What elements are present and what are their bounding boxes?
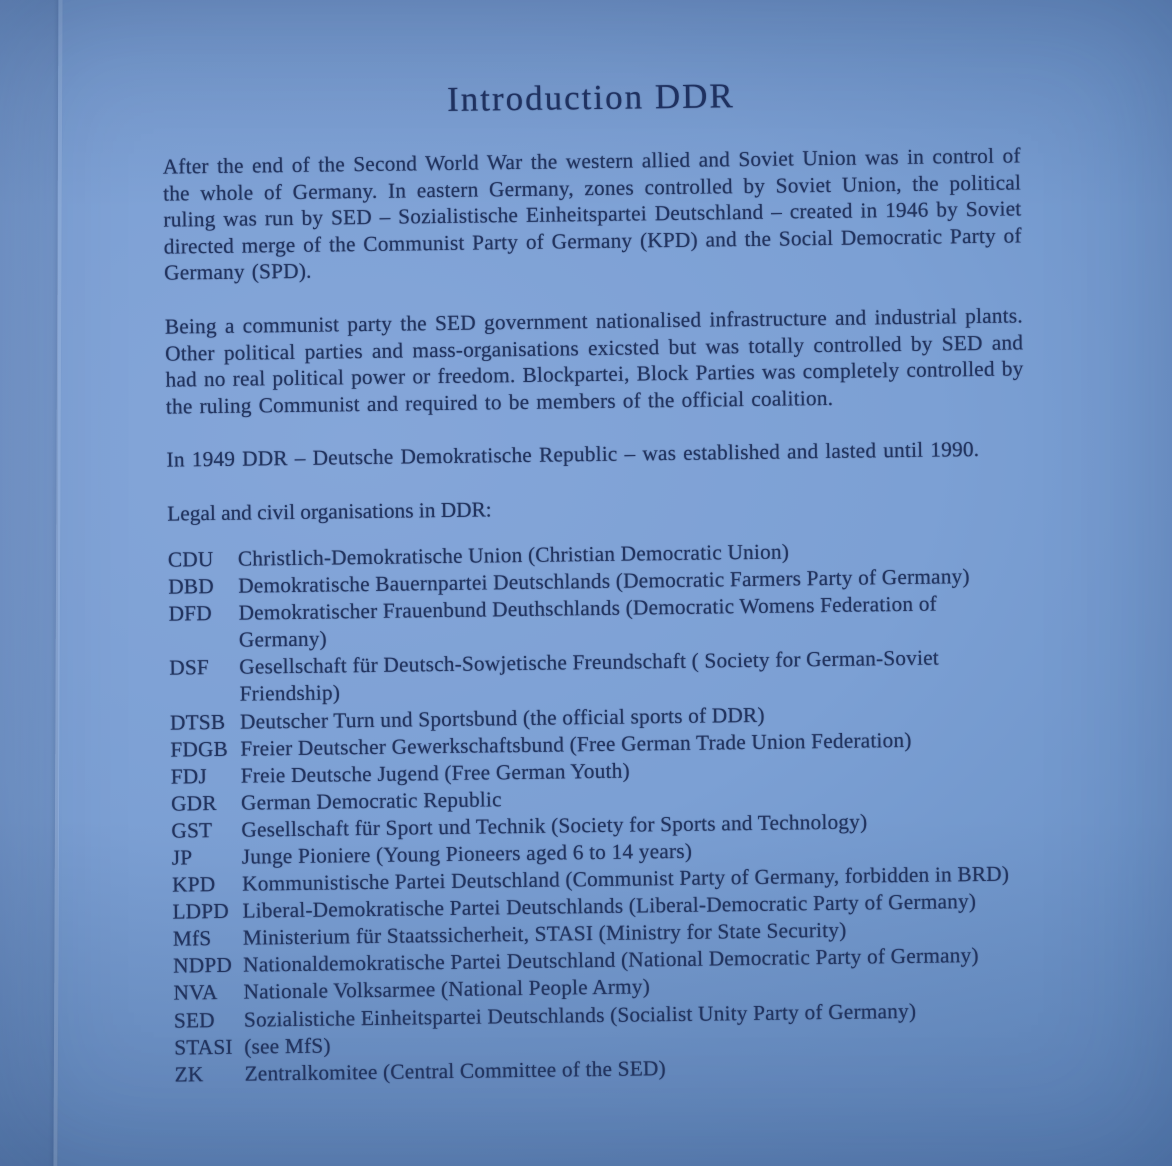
glossary-abbreviation: ZK xyxy=(174,1061,204,1087)
glossary-abbreviation: GDR xyxy=(170,790,217,816)
page-title: Introduction DDR xyxy=(446,76,735,119)
glossary-definition: Christlich-Demokratische Union (Christian Democratic Union) xyxy=(237,539,790,571)
glossary-definition: Zentralkomitee (Central Committee of the SED) xyxy=(244,1055,666,1086)
glossary-definition: Nationaldemokratische Partei Deutschland (National Democratic Party of Germany) xyxy=(243,943,979,977)
paragraph: In 1949 DDR – Deutsche Demokratische Republic – was established and lasted until 1990. xyxy=(166,437,980,472)
glossary-definition: Junge Pioniere (Young Pioneers aged 6 to 14 years) xyxy=(241,838,693,869)
glossary-definition: Freier Deutscher Gewerkschaftsbund (Free German Trade Union Federation) xyxy=(240,727,912,761)
glossary-abbreviation: CDU xyxy=(167,546,214,572)
glossary-definition: German Democratic Republic xyxy=(240,787,502,815)
glossary-definition: Kommunistische Partei Deutschland (Communist Party of Germany, forbidden in BRD) xyxy=(241,861,1010,896)
glossary-definition: (see MfS) xyxy=(244,1033,331,1059)
glossary-abbreviation: GST xyxy=(171,817,213,843)
glossary-definition: Ministerium für Staatssicherheit, STASI (Ministry for State Security) xyxy=(242,918,847,950)
glossary-abbreviation: KPD xyxy=(172,872,216,897)
glossary-definition: Freie Deutsche Jugend (Free German Youth) xyxy=(240,758,630,788)
glossary-definition: Gesellschaft für Sport und Technik (Society for Sports and Technology) xyxy=(241,809,868,842)
glossary-abbreviation: DBD xyxy=(168,574,214,599)
page-content xyxy=(161,0,1033,1088)
glossary-definition: Liberal-Demokratische Partei Deutschlands (Liberal-Democratic Party of Germany) xyxy=(242,889,977,923)
glossary-definition: Demokratische Bauernpartei Deutschlands (Democratic Farmers Party of Germany) xyxy=(238,564,970,598)
glossary-definition: Sozialistiche Einheitspartei Deutschlands (Socialist Unity Party of Germany) xyxy=(243,998,917,1032)
glossary-abbreviation: FDGB xyxy=(170,736,229,762)
glossary-abbreviation: FDJ xyxy=(170,763,208,789)
glossary-list xyxy=(168,535,1033,1088)
glossary-abbreviation: SED xyxy=(173,1007,215,1033)
glossary-abbreviation: DTSB xyxy=(169,709,226,735)
glossary-abbreviation: JP xyxy=(171,845,193,870)
glossary-abbreviation: STASI xyxy=(174,1034,233,1060)
glossary-definition: Gesellschaft für Deutsch-Sowjetische Freundschaft ( Society for German-Soviet Friendship) xyxy=(239,645,940,707)
glossary-abbreviation: NVA xyxy=(173,980,218,1006)
intro-paragraphs xyxy=(163,142,1025,473)
paragraph: After the end of the Second World War the western allied and Soviet Union was in control of the whole of Germany. In eastern Germany, zones controlled by Soviet Union, the political ruling was run by SED – Sozialistische Einheitspartei Deutschland – created in 1946 by Soviet directed merge of the Communist Party of Germany (KPD) and the Social Democratic Party of Germany (SPD). xyxy=(162,143,1022,286)
glossary-definition: Deutscher Turn und Sportsbund (the official sports of DDR) xyxy=(239,702,765,734)
glossary-abbreviation: MfS xyxy=(172,926,212,951)
page-fold-shading xyxy=(0,0,58,1166)
glossary-abbreviation: LDPD xyxy=(172,898,230,924)
glossary-abbreviation: DSF xyxy=(169,655,210,680)
glossary-definition: Nationale Volksarmee (National People Army) xyxy=(243,974,651,1005)
glossary-definition: Demokratischer Frauenbund Deuthschlands (Democratic Womens Federation of Germany) xyxy=(238,591,938,652)
glossary-heading: Legal and civil organisations in DDR: xyxy=(167,497,492,526)
paragraph: Being a communist party the SED government nationalised infrastructure and industrial plants. Other political parties and mass-organisations exicsted but was totally controlled by SED and had no real political power or freedom. Blockpartei, Block Parties was completely controlled by the ruling Communist and required to be members of the official coalition. xyxy=(164,303,1024,419)
glossary-abbreviation: DFD xyxy=(168,601,212,626)
glossary-abbreviation: NDPD xyxy=(173,953,233,978)
